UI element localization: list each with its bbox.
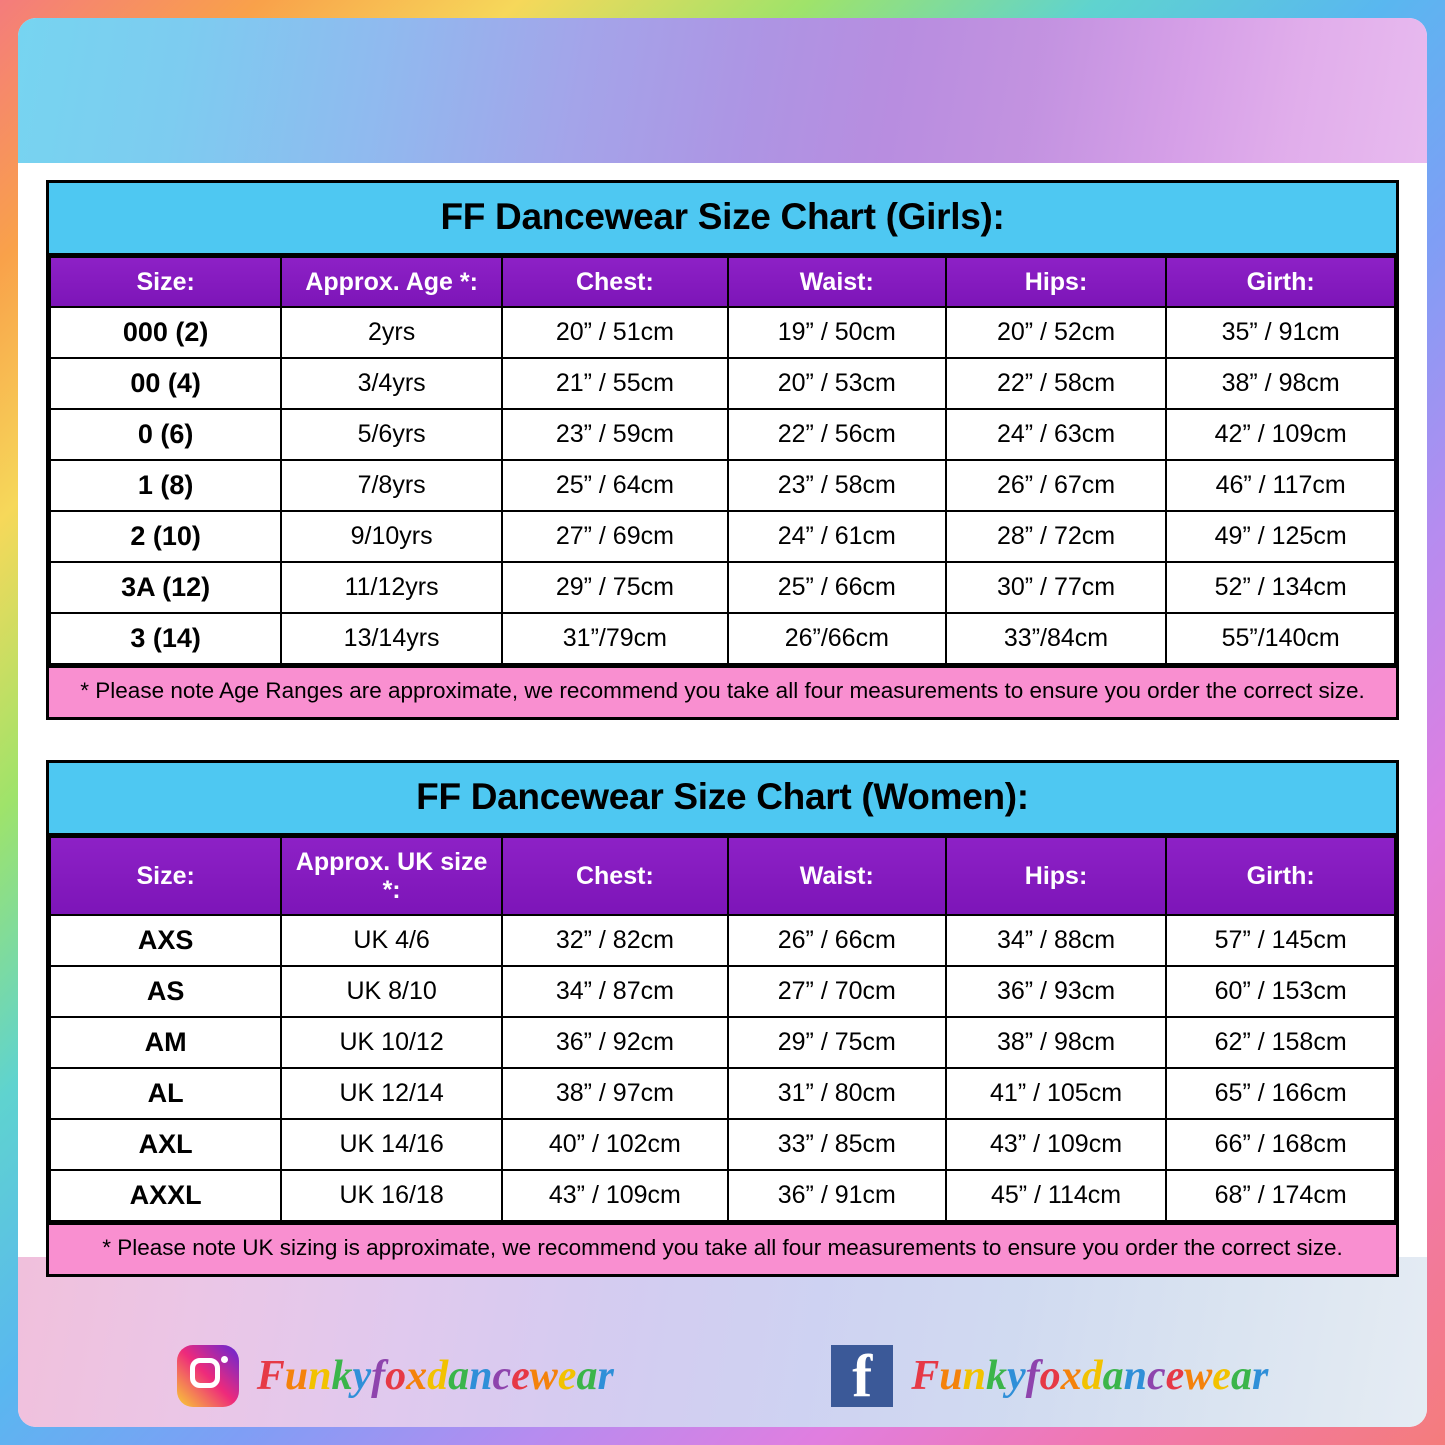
instagram-icon[interactable]	[177, 1345, 239, 1407]
cell-girth: 66” / 168cm	[1166, 1119, 1395, 1170]
cell-girth: 52” / 134cm	[1166, 562, 1395, 613]
cell-chest: 25” / 64cm	[502, 460, 728, 511]
table-row	[50, 613, 1395, 664]
column-header-size: Size:	[50, 257, 281, 307]
poster-inner	[18, 18, 1427, 1427]
cell-girth: 65” / 166cm	[1166, 1068, 1395, 1119]
column-header-hips: Hips:	[946, 257, 1167, 307]
table-row	[50, 358, 1395, 409]
table-row	[50, 966, 1395, 1017]
cell-girth: 60” / 153cm	[1166, 966, 1395, 1017]
cell-age: 13/14yrs	[281, 613, 502, 664]
women-size-chart	[46, 760, 1399, 1277]
instagram-handle-text: Funkyfoxdancewear	[256, 1353, 614, 1399]
table-row	[50, 915, 1395, 966]
cell-hips: 24” / 63cm	[946, 409, 1167, 460]
girls-size-table	[49, 256, 1396, 665]
facebook-icon[interactable]: f	[831, 1345, 893, 1407]
table-row	[50, 409, 1395, 460]
cell-girth: 46” / 117cm	[1166, 460, 1395, 511]
column-header-girth: Girth:	[1166, 837, 1395, 915]
cell-chest: 36” / 92cm	[502, 1017, 728, 1068]
cell-waist: 20” / 53cm	[728, 358, 946, 409]
cell-waist: 24” / 61cm	[728, 511, 946, 562]
cell-uk-size: UK 16/18	[281, 1170, 502, 1221]
cell-chest: 21” / 55cm	[502, 358, 728, 409]
social-footer	[18, 1345, 1427, 1407]
cell-girth: 68” / 174cm	[1166, 1170, 1395, 1221]
cell-uk-size: UK 12/14	[281, 1068, 502, 1119]
cell-waist: 26”/66cm	[728, 613, 946, 664]
women-chart-note: * Please note UK sizing is approximate, we recommend you take all four measurements to ensure you order the correct size.	[49, 1222, 1396, 1274]
cell-hips: 43” / 109cm	[946, 1119, 1167, 1170]
cell-size: AXL	[50, 1119, 281, 1170]
girls-chart-note: * Please note Age Ranges are approximate, we recommend you take all four measurements to ensure you order the correct size.	[49, 665, 1396, 717]
column-header-girth: Girth:	[1166, 257, 1395, 307]
cell-age: 7/8yrs	[281, 460, 502, 511]
cell-uk-size: UK 10/12	[281, 1017, 502, 1068]
cell-waist: 22” / 56cm	[728, 409, 946, 460]
cell-chest: 34” / 87cm	[502, 966, 728, 1017]
cell-age: 11/12yrs	[281, 562, 502, 613]
table-row	[50, 1017, 1395, 1068]
column-header-waist: Waist:	[728, 257, 946, 307]
column-header-hips: Hips:	[946, 837, 1167, 915]
cell-chest: 31”/79cm	[502, 613, 728, 664]
facebook-handle-group[interactable]	[831, 1345, 1268, 1407]
cell-age: 2yrs	[281, 307, 502, 358]
cell-size: 2 (10)	[50, 511, 281, 562]
cell-age: 3/4yrs	[281, 358, 502, 409]
cell-waist: 23” / 58cm	[728, 460, 946, 511]
cell-hips: 22” / 58cm	[946, 358, 1167, 409]
cell-girth: 49” / 125cm	[1166, 511, 1395, 562]
cell-uk-size: UK 14/16	[281, 1119, 502, 1170]
cell-age: 5/6yrs	[281, 409, 502, 460]
cell-girth: 55”/140cm	[1166, 613, 1395, 664]
cell-size: 0 (6)	[50, 409, 281, 460]
cell-hips: 41” / 105cm	[946, 1068, 1167, 1119]
cell-chest: 20” / 51cm	[502, 307, 728, 358]
cell-size: 3A (12)	[50, 562, 281, 613]
column-header-waist: Waist:	[728, 837, 946, 915]
cell-hips: 34” / 88cm	[946, 915, 1167, 966]
cell-waist: 31” / 80cm	[728, 1068, 946, 1119]
women-chart-title: FF Dancewear Size Chart (Women):	[49, 763, 1396, 836]
poster-content	[18, 18, 1427, 1277]
instagram-handle-group[interactable]	[177, 1345, 614, 1407]
women-size-table	[49, 836, 1396, 1222]
girls-table-header-row	[50, 257, 1395, 307]
cell-waist: 19” / 50cm	[728, 307, 946, 358]
cell-hips: 36” / 93cm	[946, 966, 1167, 1017]
cell-hips: 38” / 98cm	[946, 1017, 1167, 1068]
column-header-size: Size:	[50, 837, 281, 915]
cell-girth: 62” / 158cm	[1166, 1017, 1395, 1068]
cell-size: 00 (4)	[50, 358, 281, 409]
cell-waist: 29” / 75cm	[728, 1017, 946, 1068]
table-row	[50, 1068, 1395, 1119]
cell-chest: 43” / 109cm	[502, 1170, 728, 1221]
women-table-header-row	[50, 837, 1395, 915]
cell-girth: 35” / 91cm	[1166, 307, 1395, 358]
cell-chest: 38” / 97cm	[502, 1068, 728, 1119]
girls-chart-title: FF Dancewear Size Chart (Girls):	[49, 183, 1396, 256]
cell-size: AM	[50, 1017, 281, 1068]
cell-size: AXS	[50, 915, 281, 966]
cell-hips: 45” / 114cm	[946, 1170, 1167, 1221]
cell-waist: 27” / 70cm	[728, 966, 946, 1017]
girls-size-chart	[46, 180, 1399, 720]
cell-size: 000 (2)	[50, 307, 281, 358]
cell-girth: 38” / 98cm	[1166, 358, 1395, 409]
column-header-chest: Chest:	[502, 837, 728, 915]
table-row	[50, 1119, 1395, 1170]
cell-hips: 28” / 72cm	[946, 511, 1167, 562]
cell-girth: 42” / 109cm	[1166, 409, 1395, 460]
cell-hips: 20” / 52cm	[946, 307, 1167, 358]
cell-size: AS	[50, 966, 281, 1017]
cell-girth: 57” / 145cm	[1166, 915, 1395, 966]
cell-hips: 33”/84cm	[946, 613, 1167, 664]
table-row	[50, 1170, 1395, 1221]
cell-chest: 32” / 82cm	[502, 915, 728, 966]
cell-uk-size: UK 4/6	[281, 915, 502, 966]
table-row	[50, 562, 1395, 613]
table-row	[50, 511, 1395, 562]
cell-chest: 29” / 75cm	[502, 562, 728, 613]
cell-hips: 30” / 77cm	[946, 562, 1167, 613]
column-header-uk-size: Approx. UK size *:	[281, 837, 502, 915]
table-row	[50, 307, 1395, 358]
cell-chest: 27” / 69cm	[502, 511, 728, 562]
cell-size: AXXL	[50, 1170, 281, 1221]
cell-hips: 26” / 67cm	[946, 460, 1167, 511]
cell-waist: 26” / 66cm	[728, 915, 946, 966]
cell-waist: 33” / 85cm	[728, 1119, 946, 1170]
cell-waist: 36” / 91cm	[728, 1170, 946, 1221]
cell-chest: 23” / 59cm	[502, 409, 728, 460]
cell-waist: 25” / 66cm	[728, 562, 946, 613]
cell-age: 9/10yrs	[281, 511, 502, 562]
table-row	[50, 460, 1395, 511]
facebook-handle-text: Funkyfoxdancewear	[911, 1353, 1269, 1399]
cell-size: AL	[50, 1068, 281, 1119]
cell-size: 3 (14)	[50, 613, 281, 664]
column-header-age: Approx. Age *:	[281, 257, 502, 307]
cell-size: 1 (8)	[50, 460, 281, 511]
column-header-chest: Chest:	[502, 257, 728, 307]
cell-chest: 40” / 102cm	[502, 1119, 728, 1170]
cell-uk-size: UK 8/10	[281, 966, 502, 1017]
